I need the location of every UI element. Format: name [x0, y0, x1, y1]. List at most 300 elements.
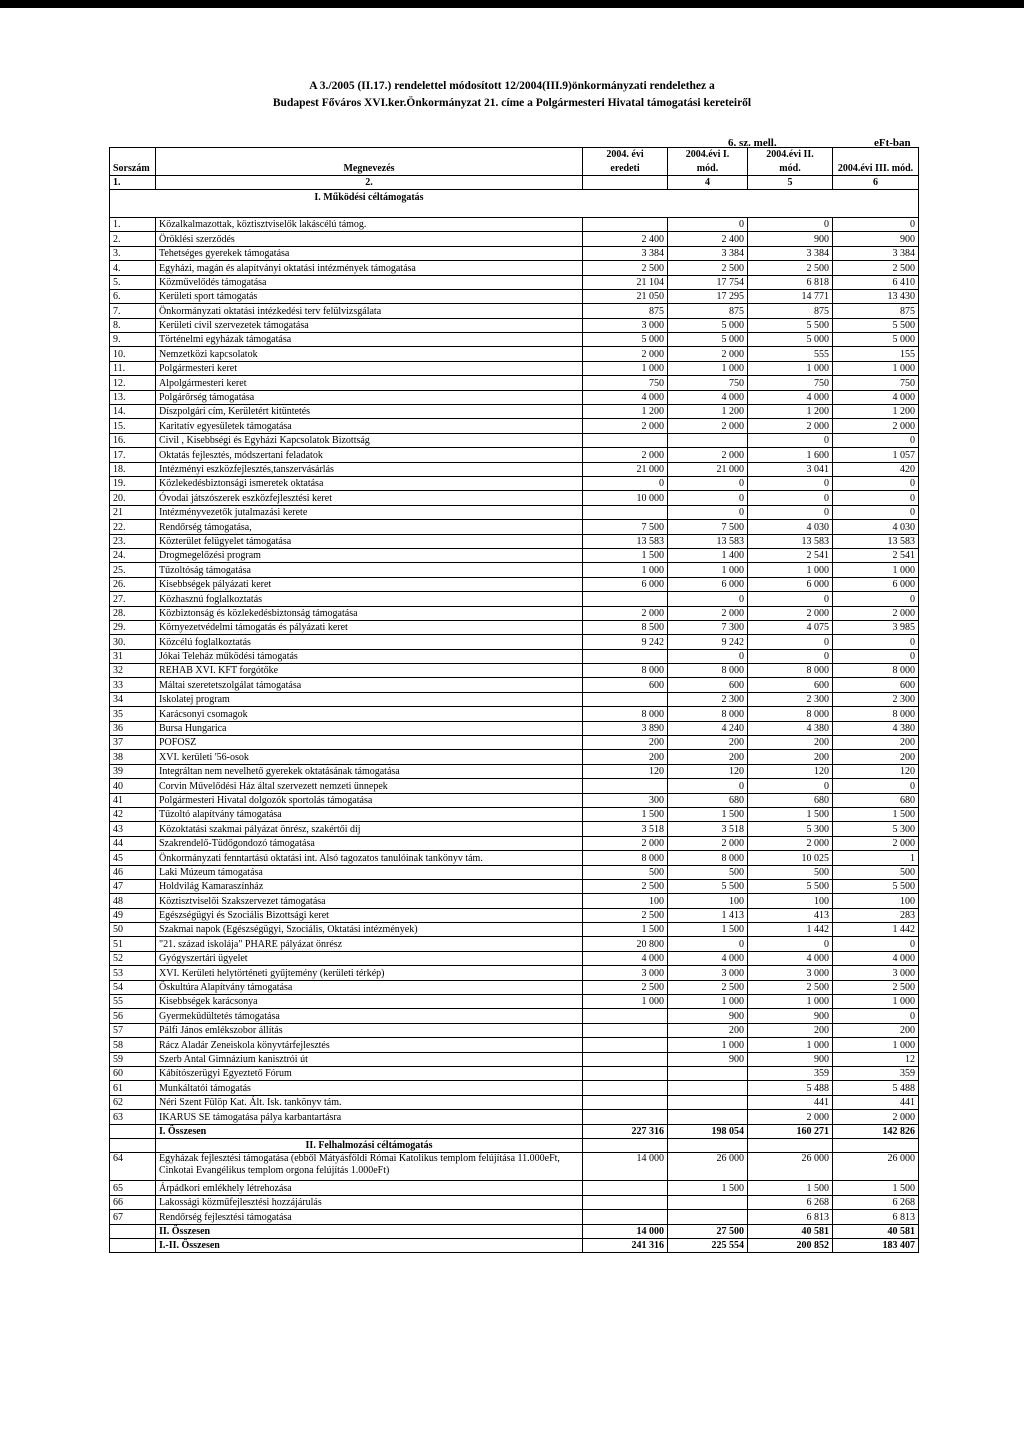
row-number: 22.	[110, 520, 156, 534]
table-row	[110, 721, 919, 735]
row-number: 60	[110, 1067, 156, 1081]
row-name: Önkormányzati fenntartású oktatási int. Alsó tagozatos tanulóinak tankönyv tám.	[156, 851, 583, 865]
table-row	[110, 923, 919, 937]
row-name: Környezetvédelmi támogatás és pályázati keret	[156, 620, 583, 634]
value-mod-1: 21 000	[668, 462, 748, 476]
value-mod-2: 359	[748, 1067, 833, 1081]
row-number: 63	[110, 1110, 156, 1124]
row-name: Kisebbségek karácsonya	[156, 995, 583, 1009]
row-name: Tűzoltóság támogatása	[156, 563, 583, 577]
value-mod-2: 3 041	[748, 462, 833, 476]
row-name: Öröklési szerződés	[156, 232, 583, 246]
value-mod-3: 200	[833, 736, 919, 750]
row-name: Intézményvezetők jutalmazási kerete	[156, 505, 583, 519]
value-original	[583, 1210, 668, 1224]
value-mod-1: 7 300	[668, 620, 748, 634]
row-number: 33	[110, 678, 156, 692]
table-row	[110, 217, 919, 231]
value-original: 2 500	[583, 980, 668, 994]
table-row	[110, 289, 919, 303]
value-mod-3: 4 030	[833, 520, 919, 534]
row-name: Kerületi civil szervezetek támogatása	[156, 318, 583, 332]
row-name: Civil , Kisebbségi és Egyházi Kapcsolatok Bizottság	[156, 433, 583, 447]
value-original: 2 000	[583, 448, 668, 462]
row-name: Óvodai játszószerek eszközfejlesztési keret	[156, 491, 583, 505]
value-mod-2: 200	[748, 736, 833, 750]
value-original: 600	[583, 678, 668, 692]
row-name: Egészségügyi és Szociális Bizottsági keret	[156, 908, 583, 922]
support-table	[109, 147, 919, 1253]
table-row	[110, 520, 919, 534]
header-orig-top: 2004. évi	[583, 148, 668, 162]
header-megnevezes: Megnevezés	[156, 161, 583, 175]
value-mod-2: 1 442	[748, 923, 833, 937]
value-mod-3: 1 000	[833, 563, 919, 577]
value-mod-3: 155	[833, 347, 919, 361]
value-mod-3: 1 200	[833, 405, 919, 419]
value-mod-1: 1 500	[668, 1181, 748, 1195]
row-number	[110, 1224, 156, 1238]
value-mod-3: 2 000	[833, 606, 919, 620]
value-mod-1: 1 500	[668, 807, 748, 821]
value-mod-1: 27 500	[668, 1224, 748, 1238]
row-number: 24.	[110, 548, 156, 562]
value-mod-1	[668, 1195, 748, 1209]
document-title	[150, 78, 874, 112]
value-original	[583, 505, 668, 519]
value-mod-3: 5 300	[833, 822, 919, 836]
value-mod-2: 0	[748, 217, 833, 231]
row-name: Szerb Antal Gimnázium kanisztrói út	[156, 1052, 583, 1066]
value-mod-1: 8 000	[668, 851, 748, 865]
value-mod-2: 555	[748, 347, 833, 361]
row-name: XVI. Kerületi helytörténeti gyűjtemény (kerületi térkép)	[156, 966, 583, 980]
value-mod-3: 875	[833, 304, 919, 318]
row-number: 55	[110, 995, 156, 1009]
value-mod-1: 5 000	[668, 333, 748, 347]
row-name: Munkáltatói támogatás	[156, 1081, 583, 1095]
table-row	[110, 750, 919, 764]
table-row	[110, 1110, 919, 1124]
value-mod-2: 441	[748, 1095, 833, 1109]
value-mod-2: 680	[748, 793, 833, 807]
row-number: 6.	[110, 289, 156, 303]
row-name: Őskultúra Alapítvány támogatása	[156, 980, 583, 994]
value-mod-1: 2 500	[668, 980, 748, 994]
value-original: 3 518	[583, 822, 668, 836]
value-mod-1: 0	[668, 592, 748, 606]
row-number: 57	[110, 1023, 156, 1037]
table-row	[110, 563, 919, 577]
value-mod-2: 8 000	[748, 707, 833, 721]
table-row	[110, 851, 919, 865]
value-original: 14 000	[583, 1153, 668, 1181]
table-row	[110, 261, 919, 275]
row-number: 62	[110, 1095, 156, 1109]
value-mod-3: 12	[833, 1052, 919, 1066]
value-mod-1: 0	[668, 476, 748, 490]
value-mod-3: 13 430	[833, 289, 919, 303]
table-row	[110, 462, 919, 476]
value-original	[583, 1095, 668, 1109]
value-mod-1: 2 300	[668, 692, 748, 706]
value-mod-2: 0	[748, 476, 833, 490]
value-mod-2: 4 075	[748, 620, 833, 634]
row-name: IKARUS SE támogatása pálya karbantartásra	[156, 1110, 583, 1124]
row-number: 52	[110, 951, 156, 965]
row-number: 36	[110, 721, 156, 735]
value-mod-2: 2 541	[748, 548, 833, 562]
value-original: 1 000	[583, 361, 668, 375]
header-num-2: 2.	[156, 175, 583, 189]
row-name: Jókai Teleház működési támogatás	[156, 649, 583, 663]
row-number: 29.	[110, 620, 156, 634]
value-mod-2: 0	[748, 779, 833, 793]
value-mod-3: 1 500	[833, 807, 919, 821]
table-row	[110, 678, 919, 692]
row-number: 56	[110, 1009, 156, 1023]
row-name: Egyházak fejlesztési támogatása (ebből Mátyásföldi Római Katolikus templom felújítása 11.000eFt, Cinkotai Evangélikus templom orgona felújítás 1.000eFt)	[156, 1153, 583, 1181]
value-original: 9 242	[583, 635, 668, 649]
value-original: 8 000	[583, 664, 668, 678]
row-number: 58	[110, 1038, 156, 1052]
value-mod-2: 100	[748, 894, 833, 908]
value-original	[583, 692, 668, 706]
subtotal-row-1	[110, 1124, 919, 1138]
row-number: 3.	[110, 246, 156, 260]
table-row	[110, 807, 919, 821]
row-number: 43	[110, 822, 156, 836]
value-mod-1	[668, 1110, 748, 1124]
table-row	[110, 333, 919, 347]
value-mod-2: 5 488	[748, 1081, 833, 1095]
value-mod-2: 14 771	[748, 289, 833, 303]
value-original: 21 104	[583, 275, 668, 289]
row-number: 51	[110, 937, 156, 951]
row-number	[110, 1238, 156, 1252]
header-sorszam: Sorszám	[110, 161, 156, 175]
row-name: Néri Szent Fülöp Kat. Ált. Isk. tankönyv tám.	[156, 1095, 583, 1109]
value-mod-1: 1 000	[668, 995, 748, 1009]
value-mod-3: 1 442	[833, 923, 919, 937]
row-number: 26.	[110, 577, 156, 591]
table-row	[110, 232, 919, 246]
value-mod-3: 26 000	[833, 1153, 919, 1181]
table-row	[110, 1067, 919, 1081]
row-number: 32	[110, 664, 156, 678]
table-row	[110, 1009, 919, 1023]
row-number: 28.	[110, 606, 156, 620]
row-name: Egyházi, magán és alapítványi oktatási intézmények támogatása	[156, 261, 583, 275]
value-mod-1: 2 000	[668, 347, 748, 361]
row-number: 17.	[110, 448, 156, 462]
value-mod-2: 2 000	[748, 419, 833, 433]
row-number: 47	[110, 879, 156, 893]
row-number: 2.	[110, 232, 156, 246]
row-name: Árpádkori emlékhely létrehozása	[156, 1181, 583, 1195]
row-number: 7.	[110, 304, 156, 318]
value-mod-1: 1 200	[668, 405, 748, 419]
value-mod-3: 2 000	[833, 1110, 919, 1124]
value-original: 120	[583, 764, 668, 778]
value-original: 14 000	[583, 1224, 668, 1238]
row-name: Szakmai napok (Egészségügyi, Szociális, Oktatási intézmények)	[156, 923, 583, 937]
table-row	[110, 1210, 919, 1224]
value-original: 300	[583, 793, 668, 807]
value-original: 227 316	[583, 1124, 668, 1138]
value-original: 2 000	[583, 836, 668, 850]
value-mod-3: 0	[833, 505, 919, 519]
row-number: 19.	[110, 476, 156, 490]
row-name: Közbiztonság és közlekedésbiztonság támogatása	[156, 606, 583, 620]
row-number: 50	[110, 923, 156, 937]
row-number: 13.	[110, 390, 156, 404]
table-row	[110, 419, 919, 433]
value-mod-3: 200	[833, 1023, 919, 1037]
value-mod-2: 5 500	[748, 879, 833, 893]
table-row	[110, 793, 919, 807]
row-name: Pálfi János emlékszobor állítás	[156, 1023, 583, 1037]
value-mod-3: 100	[833, 894, 919, 908]
table-row	[110, 347, 919, 361]
value-original: 3 000	[583, 318, 668, 332]
table-row	[110, 304, 919, 318]
row-name: Oktatás fejlesztés, módszertani feladatok	[156, 448, 583, 462]
value-mod-3: 0	[833, 779, 919, 793]
value-mod-3: 5 000	[833, 333, 919, 347]
value-mod-2: 8 000	[748, 664, 833, 678]
value-mod-1: 8 000	[668, 664, 748, 678]
value-mod-3: 0	[833, 592, 919, 606]
value-mod-2: 0	[748, 505, 833, 519]
value-mod-3: 0	[833, 635, 919, 649]
row-number: 61	[110, 1081, 156, 1095]
value-original	[583, 217, 668, 231]
row-number: 67	[110, 1210, 156, 1224]
value-mod-1: 3 384	[668, 246, 748, 260]
table-row	[110, 966, 919, 980]
table-row	[110, 635, 919, 649]
row-name: Közhasznú foglalkoztatás	[156, 592, 583, 606]
row-number: 27.	[110, 592, 156, 606]
row-name: Lakossági közműfejlesztési hozzájárulás	[156, 1195, 583, 1209]
value-mod-1: 1 000	[668, 361, 748, 375]
grand-total-row	[110, 1238, 919, 1252]
value-mod-3: 283	[833, 908, 919, 922]
value-mod-1: 2 000	[668, 419, 748, 433]
value-mod-2: 13 583	[748, 534, 833, 548]
table-row	[110, 764, 919, 778]
value-mod-2: 1 000	[748, 1038, 833, 1052]
value-original: 1 500	[583, 923, 668, 937]
row-name: Közművelődés támogatása	[156, 275, 583, 289]
table-row	[110, 736, 919, 750]
header-mod2-bottom: mód.	[748, 161, 833, 175]
value-original: 2 500	[583, 908, 668, 922]
value-mod-2: 0	[748, 937, 833, 951]
table-row	[110, 649, 919, 663]
value-mod-1: 900	[668, 1009, 748, 1023]
value-mod-2: 1 500	[748, 807, 833, 821]
header-num-5: 5	[748, 175, 833, 189]
value-original: 2 500	[583, 879, 668, 893]
row-name: Történelmi egyházak támogatása	[156, 333, 583, 347]
title-line-2: Budapest Főváros XVI.ker.Önkormányzat 21. címe a Polgármesteri Hivatal támogatási kereteiről	[272, 97, 752, 109]
value-mod-3: 600	[833, 678, 919, 692]
row-number: 18.	[110, 462, 156, 476]
header-orig-bottom: eredeti	[583, 161, 668, 175]
table-body	[110, 148, 919, 1253]
row-number: 14.	[110, 405, 156, 419]
value-mod-2: 5 500	[748, 318, 833, 332]
table-row	[110, 1038, 919, 1052]
value-mod-1: 1 500	[668, 923, 748, 937]
value-mod-2: 900	[748, 1009, 833, 1023]
row-name: Kábítószerügyi Egyeztető Fórum	[156, 1067, 583, 1081]
value-mod-1: 1 000	[668, 563, 748, 577]
row-number: 21	[110, 505, 156, 519]
row-name: Polgármesteri keret	[156, 361, 583, 375]
row-number: 45	[110, 851, 156, 865]
row-number: 42	[110, 807, 156, 821]
value-original: 21 000	[583, 462, 668, 476]
value-mod-2: 6 818	[748, 275, 833, 289]
value-mod-3: 183 407	[833, 1238, 919, 1252]
row-number: 12.	[110, 376, 156, 390]
table-row	[110, 692, 919, 706]
value-mod-3: 0	[833, 491, 919, 505]
value-mod-3: 500	[833, 865, 919, 879]
value-mod-3: 6 000	[833, 577, 919, 591]
row-name: Karácsonyi csomagok	[156, 707, 583, 721]
value-mod-1: 1 400	[668, 548, 748, 562]
row-number: 10.	[110, 347, 156, 361]
table-row	[110, 1081, 919, 1095]
value-mod-2: 3 000	[748, 966, 833, 980]
value-mod-3: 0	[833, 476, 919, 490]
value-mod-1: 13 583	[668, 534, 748, 548]
value-mod-2: 4 030	[748, 520, 833, 534]
value-mod-2: 2 500	[748, 261, 833, 275]
table-row	[110, 376, 919, 390]
value-original: 200	[583, 736, 668, 750]
table-row	[110, 318, 919, 332]
row-number: 20.	[110, 491, 156, 505]
value-mod-3: 1 057	[833, 448, 919, 462]
value-mod-2: 120	[748, 764, 833, 778]
value-mod-1: 4 240	[668, 721, 748, 735]
row-name: Közterület felügyelet támogatása	[156, 534, 583, 548]
row-name: Önkormányzati oktatási intézkedési terv felülvizsgálata	[156, 304, 583, 318]
header-row-1	[110, 148, 919, 162]
value-mod-1: 8 000	[668, 707, 748, 721]
value-mod-2: 0	[748, 649, 833, 663]
value-mod-3: 2 000	[833, 419, 919, 433]
value-mod-1	[668, 1081, 748, 1095]
value-mod-1: 875	[668, 304, 748, 318]
value-mod-2: 2 000	[748, 836, 833, 850]
row-name: Köztisztviselői Szakszervezet támogatása	[156, 894, 583, 908]
row-number: 15.	[110, 419, 156, 433]
value-mod-2: 5 300	[748, 822, 833, 836]
value-mod-2: 200	[748, 1023, 833, 1037]
value-mod-2: 6 000	[748, 577, 833, 591]
value-mod-2: 900	[748, 1052, 833, 1066]
row-name: Intézményi eszközfejlesztés,tanszervásárlás	[156, 462, 583, 476]
table-row	[110, 1153, 919, 1181]
value-original: 21 050	[583, 289, 668, 303]
row-name: Kisebbségek pályázati keret	[156, 577, 583, 591]
row-name: I.-II. Összesen	[156, 1238, 583, 1252]
value-mod-2: 900	[748, 232, 833, 246]
table-row	[110, 707, 919, 721]
value-original: 1 000	[583, 995, 668, 1009]
value-mod-3: 4 000	[833, 390, 919, 404]
value-original: 10 000	[583, 491, 668, 505]
row-number: 11.	[110, 361, 156, 375]
row-name: "21. század iskolája" PHARE pályázat önrész	[156, 937, 583, 951]
value-mod-1: 2 000	[668, 606, 748, 620]
value-original: 0	[583, 476, 668, 490]
title-line-1: A 3./2005 (II.17.) rendelettel módosított 12/2004(III.9)önkormányzati rendelethez a	[309, 80, 715, 92]
value-mod-2: 600	[748, 678, 833, 692]
row-number: 38	[110, 750, 156, 764]
value-mod-3: 142 826	[833, 1124, 919, 1138]
row-name: Polgárőrség támogatása	[156, 390, 583, 404]
value-original: 1 200	[583, 405, 668, 419]
value-mod-2: 6 268	[748, 1195, 833, 1209]
value-mod-2: 0	[748, 592, 833, 606]
value-mod-1: 2 400	[668, 232, 748, 246]
value-original	[583, 1181, 668, 1195]
value-mod-3: 0	[833, 217, 919, 231]
value-mod-1: 4 000	[668, 951, 748, 965]
value-mod-1: 9 242	[668, 635, 748, 649]
value-mod-3: 4 000	[833, 951, 919, 965]
value-mod-3: 0	[833, 649, 919, 663]
value-original: 8 500	[583, 620, 668, 634]
value-mod-1: 1 000	[668, 1038, 748, 1052]
row-name: Díszpolgári cím, Kerületért kitüntetés	[156, 405, 583, 419]
table-row	[110, 1195, 919, 1209]
annex-label: 6. sz. mell.	[728, 137, 777, 149]
value-original: 13 583	[583, 534, 668, 548]
value-original: 4 000	[583, 951, 668, 965]
value-mod-3: 359	[833, 1067, 919, 1081]
table-row	[110, 476, 919, 490]
row-number: 25.	[110, 563, 156, 577]
row-name: Kerületi sport támogatás	[156, 289, 583, 303]
row-number: 39	[110, 764, 156, 778]
value-mod-2: 2 500	[748, 980, 833, 994]
value-mod-3: 13 583	[833, 534, 919, 548]
value-mod-1: 225 554	[668, 1238, 748, 1252]
table-row	[110, 1023, 919, 1037]
value-mod-1: 2 000	[668, 448, 748, 462]
table-row	[110, 664, 919, 678]
row-name: Tehetséges gyerekek támogatása	[156, 246, 583, 260]
value-original: 1 500	[583, 807, 668, 821]
value-original: 2 500	[583, 261, 668, 275]
value-mod-3: 3 985	[833, 620, 919, 634]
table-row	[110, 534, 919, 548]
table-row	[110, 275, 919, 289]
table-row	[110, 448, 919, 462]
value-original: 3 890	[583, 721, 668, 735]
header-mod3: 2004.évi III. mód.	[833, 161, 919, 175]
value-mod-3: 5 488	[833, 1081, 919, 1095]
value-mod-3: 200	[833, 750, 919, 764]
